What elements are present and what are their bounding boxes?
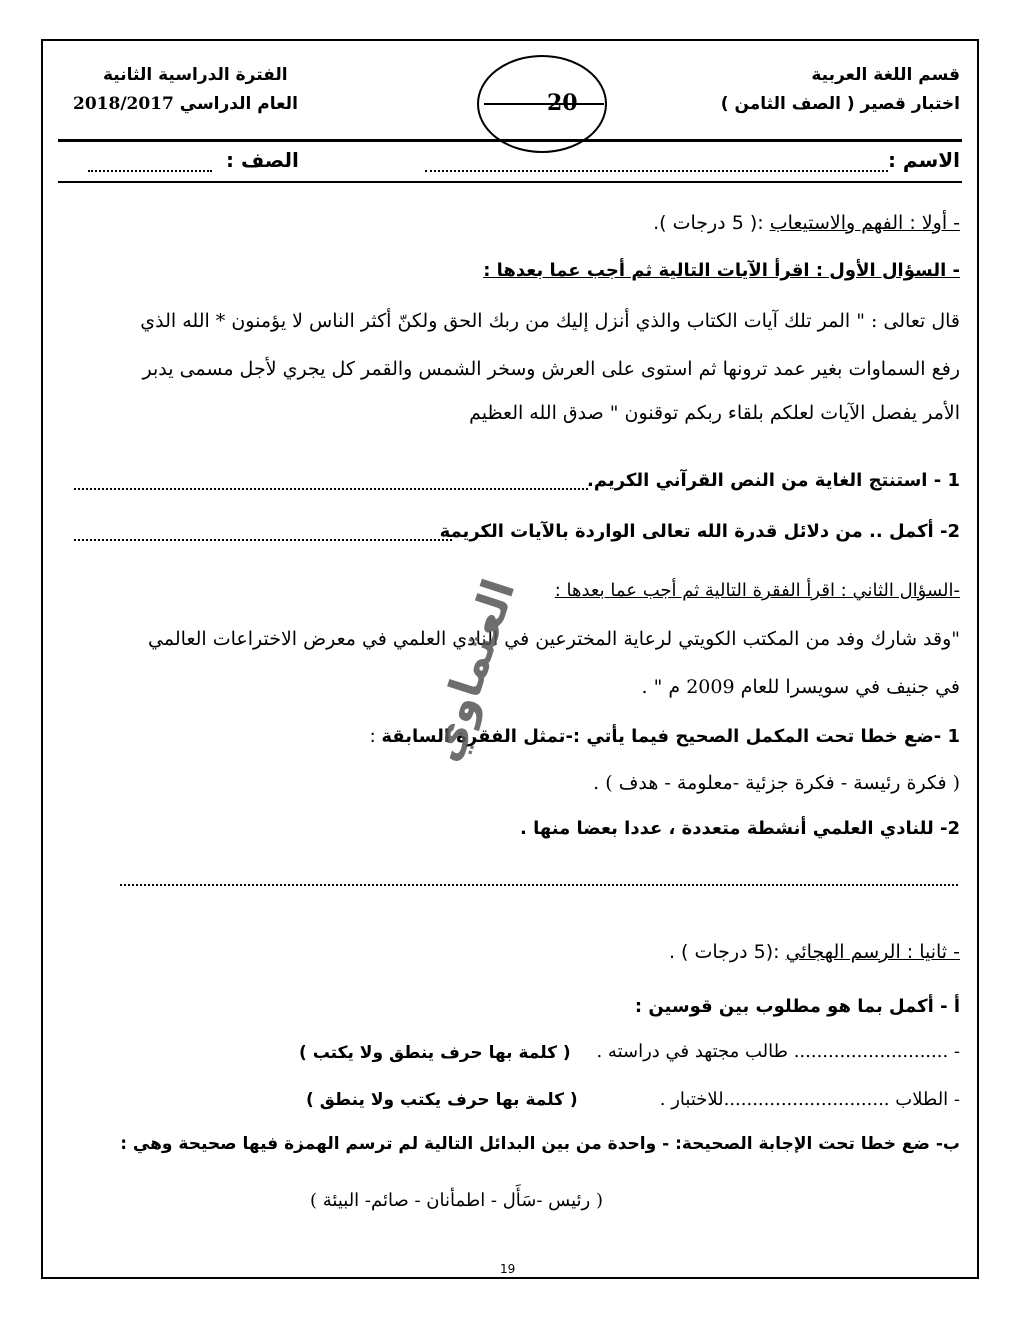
passage-line-3: الأمر يفصل الآيات لعلكم بلقاء ربكم توقنون " صدق الله العظيم — [469, 402, 960, 424]
question2-item1-text: 1 -ضع خطا تحت المكمل الصحيح فيما يأتي :-تمثل الفقرة السابقة — [381, 726, 960, 747]
section2-a2-hint: ( كلمة بها حرف يكتب ولا ينطق ) — [306, 1090, 578, 1110]
q2-passage-line-2: في جنيف في سويسرا للعام 2009 م " . — [641, 676, 960, 698]
answer-line-q1-2[interactable] — [74, 539, 452, 541]
section2-a1-text: - ........................... طالب مجتهد في دراسته . — [596, 1041, 960, 1062]
page-number: 19 — [500, 1262, 516, 1276]
passage-line-2: رفع السماوات بغير عمد ترونها ثم استوى على العرش وسخر الشمس والقمر كل يجري لأجل مسمى يدبر — [142, 358, 960, 380]
section1-points: :( 5 درجات ). — [653, 212, 770, 234]
section1-title — [653, 212, 960, 234]
watermark: العثماوي — [418, 573, 526, 768]
question2-item1-colon: : — [369, 726, 382, 747]
exam-title: اختبار قصير ( الصف الثامن ) — [720, 94, 960, 114]
year-label: العام الدراسي — [179, 94, 298, 114]
class-field[interactable] — [88, 170, 212, 172]
section2-b-instructions: - واحدة من بين البدائل التالية لم ترسم الهمزة فيها صحيحة وهي : — [120, 1134, 676, 1154]
question2-item2: 2- للنادي العلمي أنشطة متعددة ، عددا بعضا منها . — [520, 818, 960, 839]
section2-points: :(5 درجات ) . — [668, 941, 786, 963]
header-divider — [58, 139, 962, 142]
section2-title — [669, 941, 960, 963]
name-field[interactable] — [425, 170, 888, 172]
passage-line-1: قال تعالى : " المر تلك آيات الكتاب والذي أنزل إليك من ربك الحق ولكنّ أكثر الناس لا يؤمنون * الله الذي — [140, 310, 960, 332]
answer-line-q2-2[interactable] — [120, 884, 958, 886]
question1-title: - السؤال الأول : اقرأ الآيات التالية ثم أجب عما بعدها : — [483, 260, 960, 281]
department-label: قسم اللغة العربية — [811, 65, 960, 85]
section2-a2-text: - الطلاب .............................للاختبار . — [659, 1089, 960, 1110]
term-label: الفترة الدراسية الثانية — [103, 65, 288, 85]
section1-heading: - أولا : الفهم والاستيعاب — [769, 212, 960, 234]
section2-a-title: أ - أكمل بما هو مطلوب بين قوسين : — [634, 996, 960, 1017]
question2-options: ( فكرة رئيسة - فكرة جزئية -معلومة - هدف ) . — [593, 772, 960, 794]
school-year — [73, 94, 298, 114]
section2-b-heading: ب- ضع خطا تحت الإجابة الصحيحة: — [675, 1134, 960, 1154]
year-value: 2018/2017 — [73, 94, 174, 114]
class-label: الصف : — [226, 148, 299, 172]
section2-b-title — [120, 1134, 960, 1154]
name-divider — [58, 181, 962, 183]
score-value: 20 — [547, 90, 578, 116]
question2-title: -السؤال الثاني : اقرأ الفقرة التالية ثم أجب عما بعدها : — [554, 580, 960, 601]
section2-a1-hint: ( كلمة بها حرف ينطق ولا يكتب ) — [299, 1043, 571, 1063]
q2-passage-line-1: "وقد شارك وفد من المكتب الكويتي لرعاية المخترعين في النادي العلمي في معرض الاختراعات العالمي — [148, 628, 960, 650]
question1-item1: 1 - استنتج الغاية من النص القرآني الكريم. — [587, 470, 960, 491]
section2-b-options: ( رئيس -سَأَل - اطمأنان - صائم- البيئة ) — [310, 1190, 603, 1211]
section2-heading: - ثانيا : الرسم الهجائي — [785, 941, 960, 963]
answer-line-q1-1[interactable] — [74, 488, 588, 490]
name-label: الاسم : — [887, 148, 960, 172]
question1-item2: 2- أكمل .. من دلائل قدرة الله تعالى الواردة بالآيات الكريمة — [439, 521, 960, 542]
